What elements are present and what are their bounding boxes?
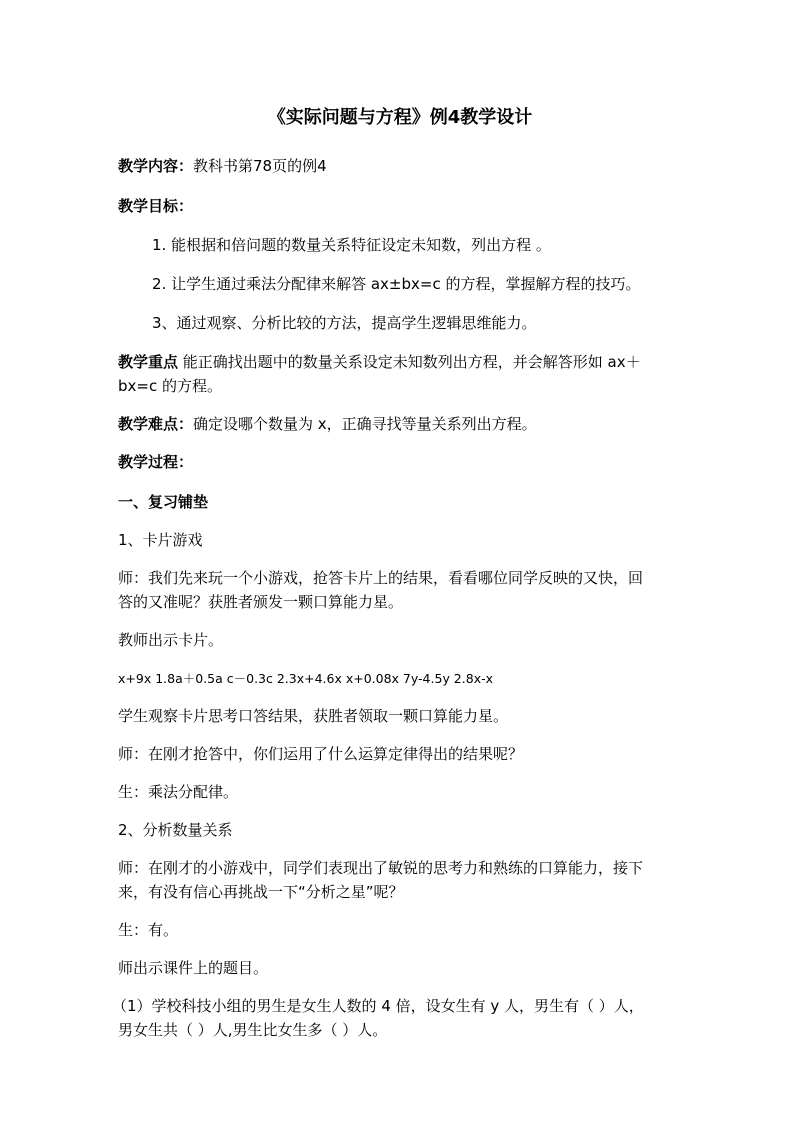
subsection-1: 1、卡片游戏 [118, 531, 203, 549]
goal-item-1: 1. 能根据和倍问题的数量关系特征设定未知数，列出方程 。 [152, 236, 551, 254]
paragraph-show-cards: 教师出示卡片。 [118, 631, 224, 649]
goal-item-3: 3、通过观察、分析比较的方法，提高学生逻辑思维能力。 [152, 314, 537, 332]
key-text-1: 能正确找出题中的数量关系设定未知数列出方程，并会解答形如 ax＋ [178, 353, 641, 371]
difficulty-text: 确定设哪个数量为 x，正确寻找等量关系列出方程。 [193, 415, 537, 433]
paragraph-student-answer: 学生观察卡片思考口答结果，获胜者领取一颗口算能力星。 [118, 707, 509, 725]
content-line [118, 156, 327, 176]
teacher-para-2-line-1: 师：在刚才的小游戏中，同学们表现出了敏锐的思考力和熟练的口算能力，接下 [118, 859, 644, 877]
paragraph-show-problem: 师出示课件上的题目。 [118, 959, 269, 977]
student-reply: 生：有。 [118, 921, 179, 939]
goals-label: 教学目标： [118, 197, 194, 215]
document-title: 《实际问题与方程》例4教学设计 [267, 107, 533, 128]
goal-item-2: 2. 让学生通过乘法分配律来解答 ax±bx=c 的方程，掌握解方程的技巧。 [152, 275, 641, 293]
key-line-2: bx=c 的方程。 [118, 377, 222, 395]
teacher-para-1-line-1: 师：我们先来玩一个小游戏，抢答卡片上的结果，看看哪位同学反映的又快，回 [118, 569, 644, 587]
question-1-line-1: （1）学校科技小组的男生是女生人数的 4 倍，设女生有 y 人，男生有（ ）人， [112, 997, 644, 1015]
teacher-para-2-line-2: 来，有没有信心再挑战一下“分析之星”呢？ [118, 883, 404, 901]
content-label: 教学内容： [118, 157, 194, 175]
teacher-para-1-line-2: 答的又准呢？获胜者颁发一颗口算能力星。 [118, 593, 404, 611]
process-label: 教学过程： [118, 453, 194, 471]
question-1-line-2: 男女生共（ ）人,男生比女生多（ ）人。 [118, 1021, 388, 1039]
key-label: 教学重点 [118, 353, 179, 371]
content-text: 教科书第78页的例4 [193, 157, 327, 175]
subsection-2: 2、分析数量关系 [118, 821, 233, 839]
difficulty-line [118, 414, 537, 434]
card-formulas: x+9x 1.8a＋0.5a c－0.3c 2.3x+4.6x x+0.08x 7y-4.5y 2.8x-x [118, 671, 493, 686]
key-line-1 [118, 352, 641, 372]
section-heading-1: 一、复习铺垫 [118, 493, 209, 511]
difficulty-label: 教学难点： [118, 415, 194, 433]
teacher-question-law: 师：在刚才抢答中，你们运用了什么运算定律得出的结果呢？ [118, 745, 524, 763]
student-answer-law: 生：乘法分配律。 [118, 783, 239, 801]
